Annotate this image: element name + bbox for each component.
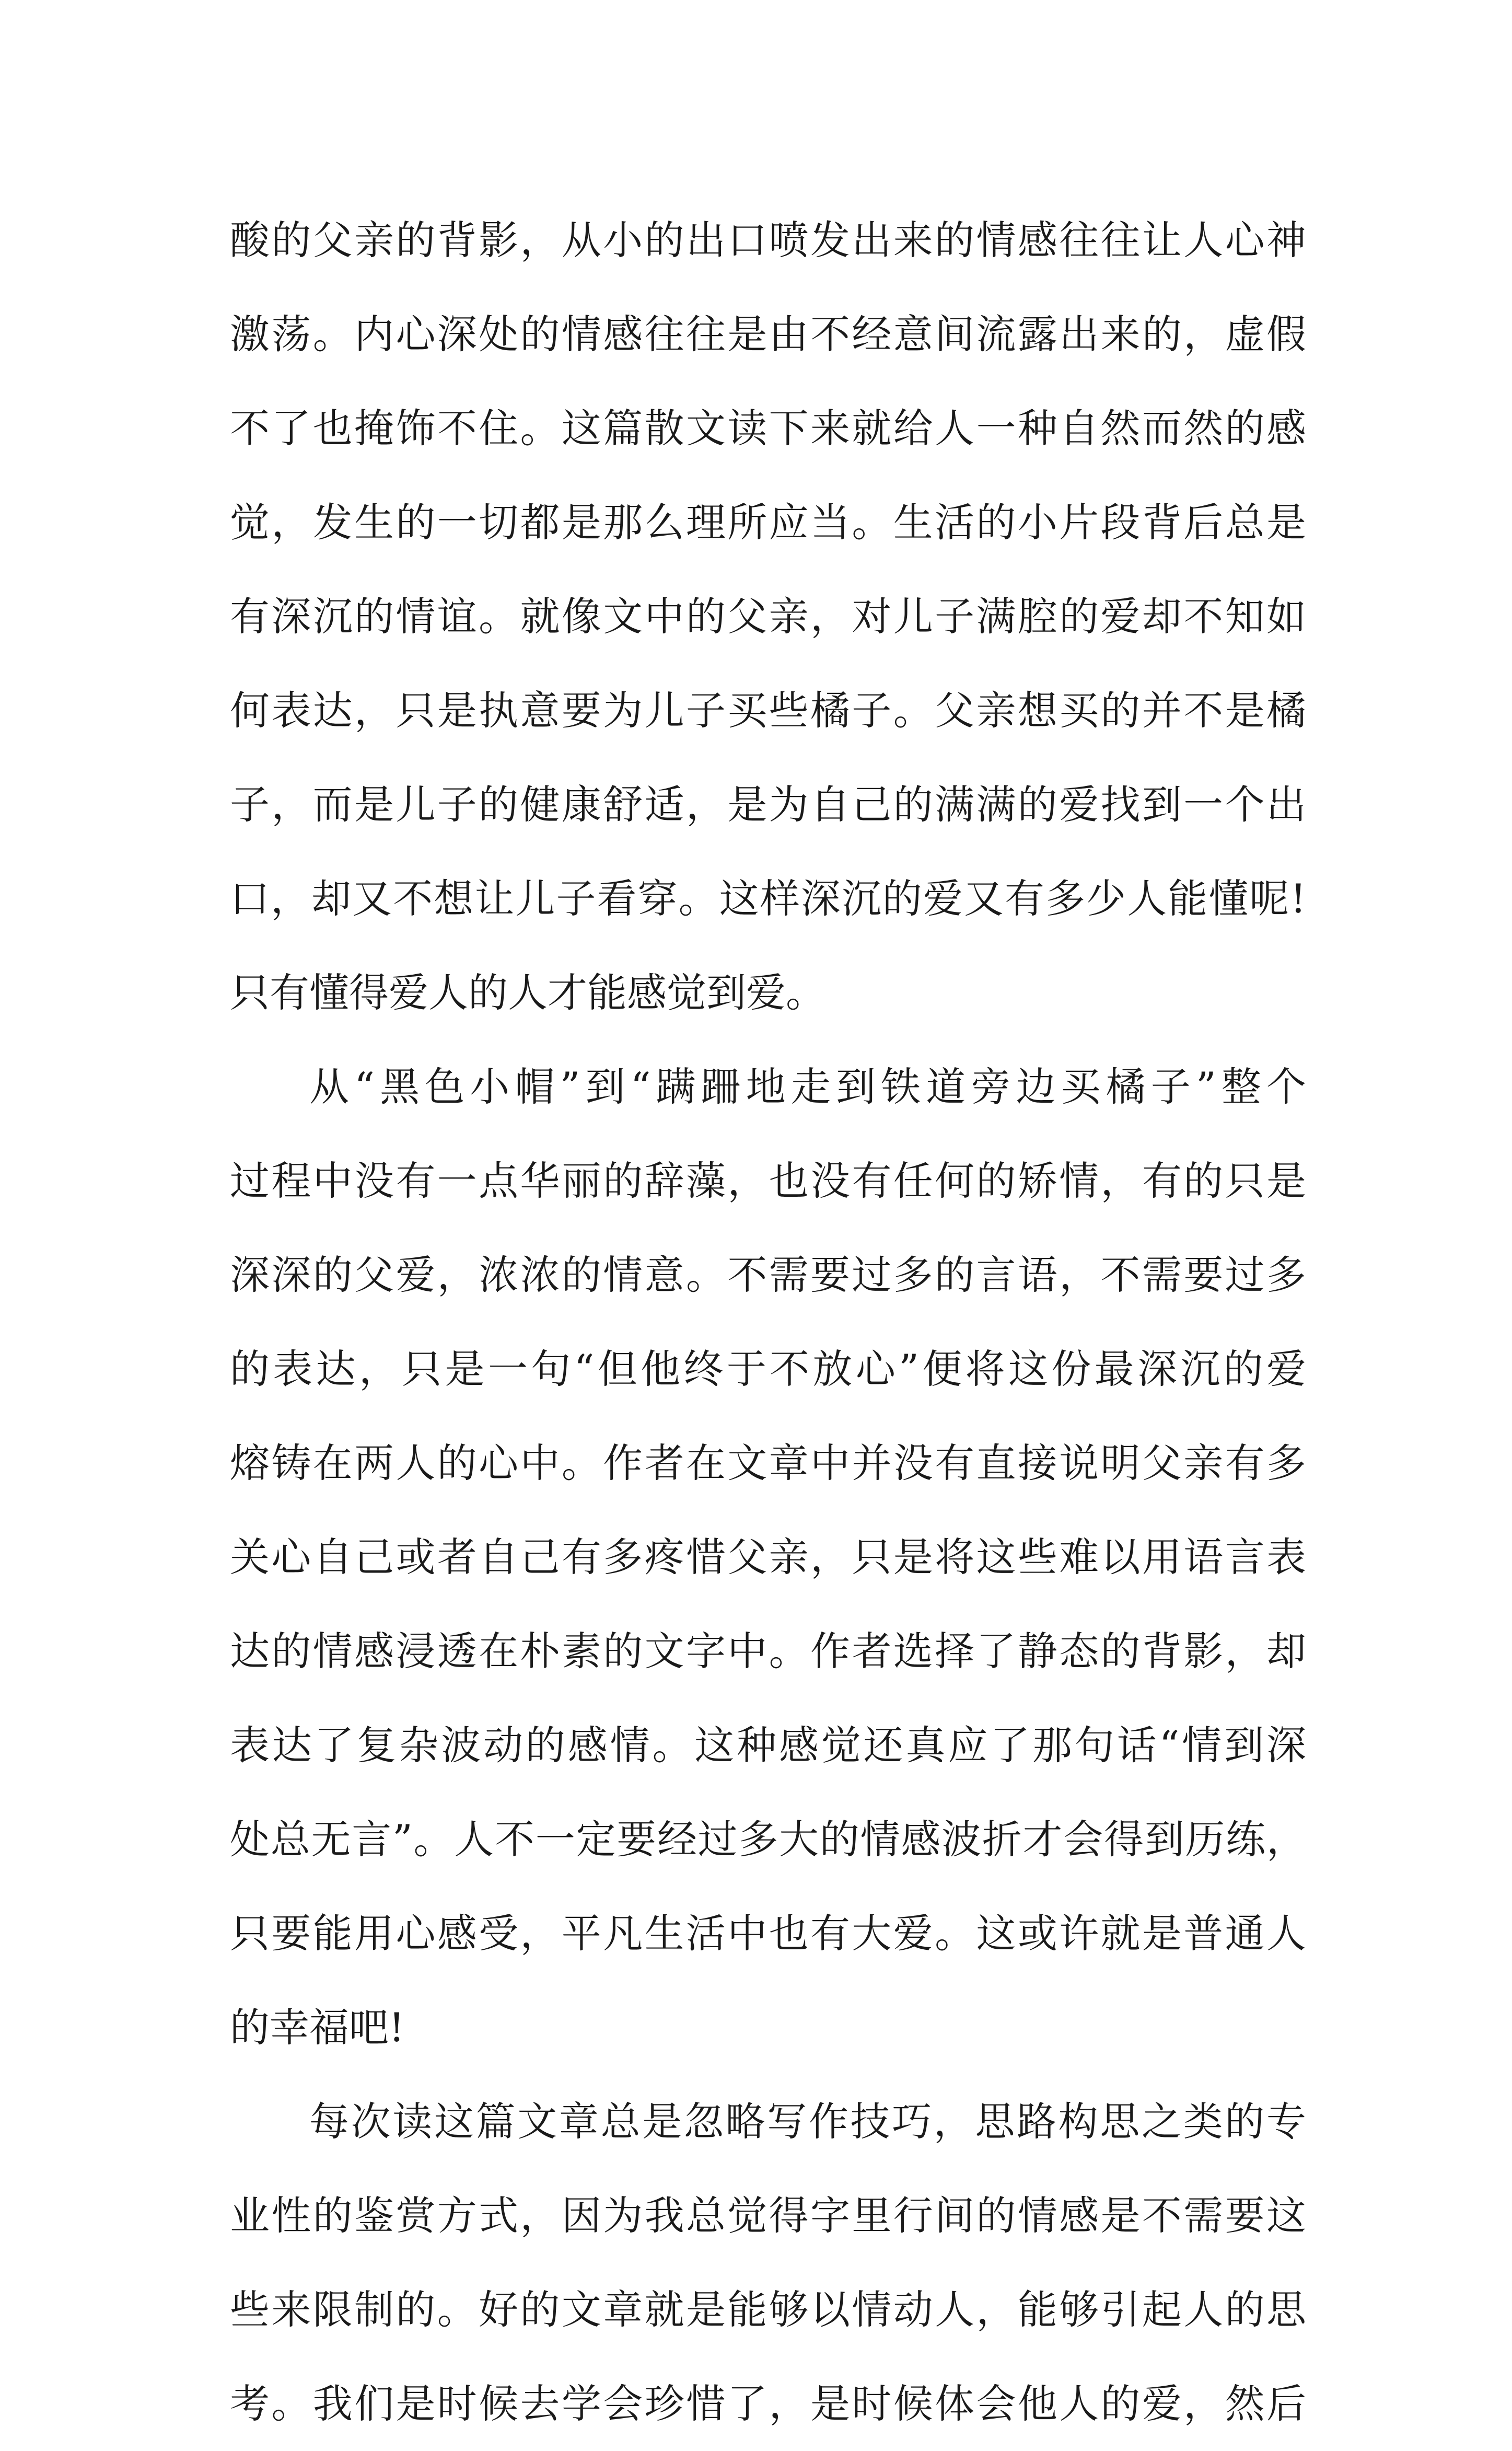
text-line: 考。我们是时候去学会珍惜了，是时候体会他人的爱，然后 [230, 2380, 1306, 2427]
text-line: 酸的父亲的背影，从小的出口喷发出来的情感往往让人心神 [230, 217, 1306, 263]
text-line: 子，而是儿子的健康舒适，是为自己的满满的爱找到一个出 [230, 781, 1306, 828]
text-line: 觉，发生的一切都是那么理所应当。生活的小片段背后总是 [230, 499, 1306, 546]
text-line: 熔铸在两人的心中。作者在文章中并没有直接说明父亲有多 [230, 1440, 1306, 1486]
body-text [230, 193, 1306, 2451]
text-line: 只有懂得爱人的人才能感觉到爱。 [230, 969, 825, 1016]
text-line: 只要能用心感受，平凡生活中也有大爱。这或许就是普通人 [230, 1910, 1306, 1957]
text-line: 关心自己或者自己有多疼惜父亲，只是将这些难以用语言表 [230, 1534, 1306, 1580]
text-line: 何表达，只是执意要为儿子买些橘子。父亲想买的并不是橘 [230, 687, 1306, 734]
text-line: 有深沉的情谊。就像文中的父亲，对儿子满腔的爱却不知如 [230, 593, 1306, 640]
text-line: 每次读这篇文章总是忽略写作技巧，思路构思之类的专 [309, 2098, 1306, 2145]
text-line: 激荡。内心深处的情感往往是由不经意间流露出来的，虚假 [230, 311, 1306, 357]
text-line: 表达了复杂波动的感情。这种感觉还真应了那句话“情到深 [230, 1722, 1306, 1768]
text-line: 些来限制的。好的文章就是能够以情动人，能够引起人的思 [230, 2286, 1306, 2333]
text-line: 的幸福吧! [230, 2004, 405, 2051]
text-line: 的表达，只是一句“但他终于不放心”便将这份最深沉的爱 [230, 1346, 1306, 1392]
text-line: 过程中没有一点华丽的辞藻，也没有任何的矫情，有的只是 [230, 1158, 1306, 1204]
text-line: 从“黑色小帽”到“蹒跚地走到铁道旁边买橘子”整个 [309, 1063, 1306, 1110]
text-line: 深深的父爱，浓浓的情意。不需要过多的言语，不需要过多 [230, 1252, 1306, 1298]
text-line: 业性的鉴赏方式，因为我总觉得字里行间的情感是不需要这 [230, 2192, 1306, 2239]
text-line: 达的情感浸透在朴素的文字中。作者选择了静态的背影，却 [230, 1628, 1306, 1674]
text-line: 处总无言”。人不一定要经过多大的情感波折才会得到历练， [230, 1816, 1306, 1863]
text-line: 不了也掩饰不住。这篇散文读下来就给人一种自然而然的感 [230, 405, 1306, 452]
text-line: 口，却又不想让儿子看穿。这样深沉的爱又有多少人能懂呢! [230, 875, 1306, 922]
